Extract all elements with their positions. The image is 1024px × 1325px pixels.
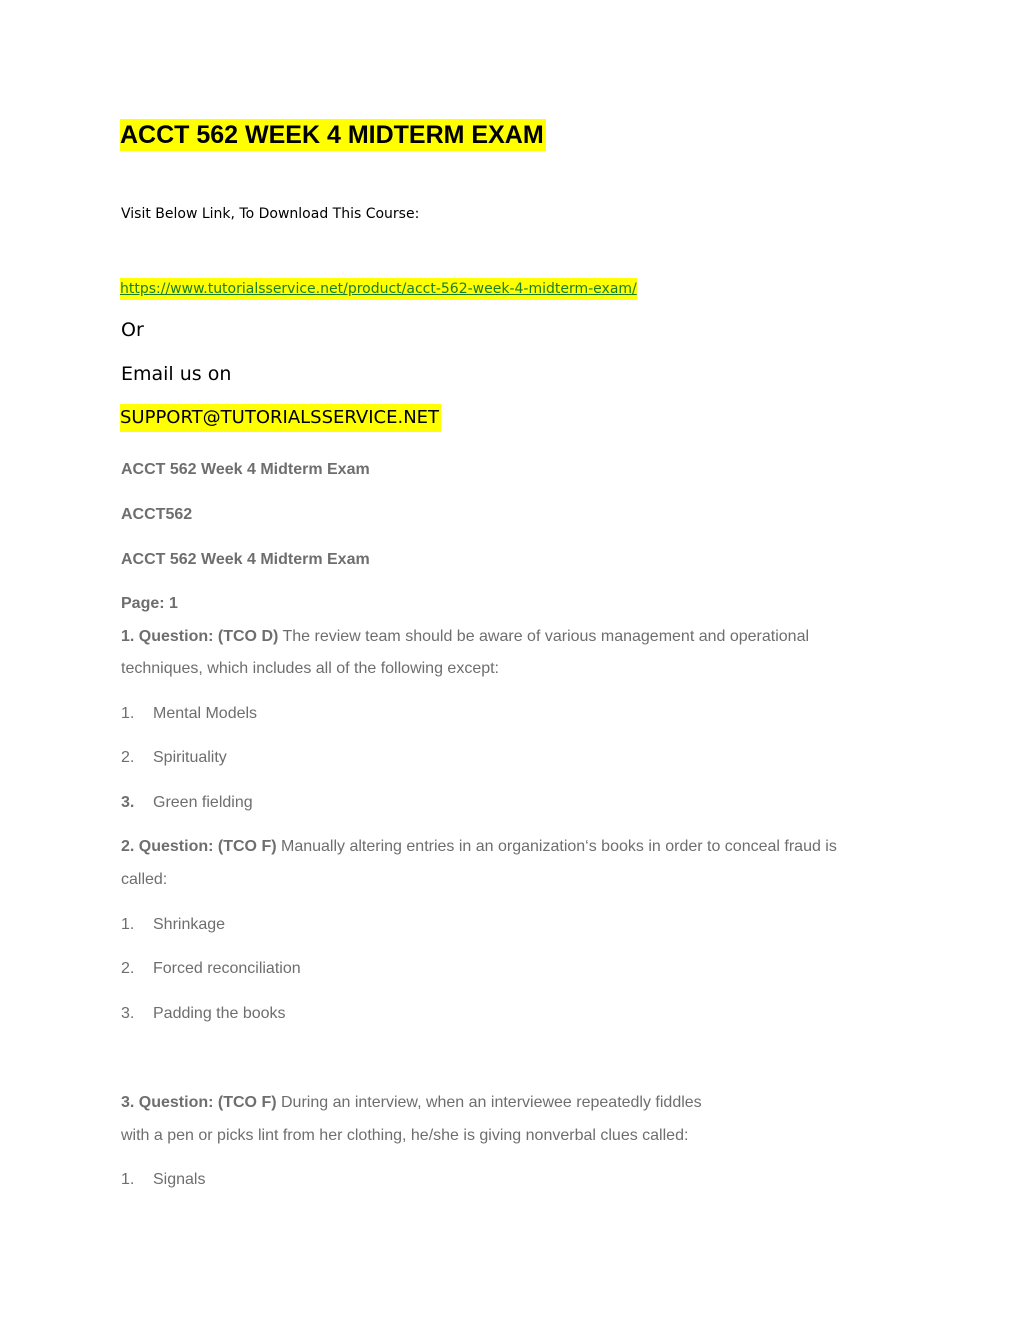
question-1-label: 1. Question: (TCO D)	[121, 628, 279, 645]
option-text: Shrinkage	[153, 916, 226, 933]
visit-instruction: Visit Below Link, To Download This Course:	[121, 206, 420, 222]
email-label: Email us on	[121, 363, 232, 385]
option-number: 1.	[121, 1171, 135, 1188]
question-3-line-1	[121, 1092, 702, 1114]
list-item	[0, 914, 600, 936]
course-title: ACCT 562 Week 4 Midterm Exam	[121, 461, 370, 478]
option-text: Mental Models	[153, 705, 258, 722]
list-item	[0, 1169, 600, 1191]
or-text: Or	[121, 319, 144, 341]
question-1-line-2: techniques, which includes all of the following except:	[121, 660, 499, 677]
option-number: 3.	[121, 794, 135, 811]
question-2-text: Manually altering entries in an organization‘s books in order to conceal fraud is	[276, 838, 837, 855]
option-text: Spirituality	[153, 749, 227, 766]
support-email[interactable]: SUPPORT@TUTORIALSSERVICE.NET	[120, 404, 441, 432]
page-title: ACCT 562 WEEK 4 MIDTERM EXAM	[120, 121, 544, 149]
list-item	[0, 1003, 600, 1025]
option-text: Padding the books	[153, 1005, 286, 1022]
option-text: Signals	[153, 1171, 206, 1188]
exam-title: ACCT 562 Week 4 Midterm Exam	[121, 551, 370, 568]
option-text: Forced reconciliation	[153, 960, 301, 977]
option-number: 1.	[121, 705, 135, 722]
question-3-line-2: with a pen or picks lint from her clothing, he/she is giving nonverbal clues called:	[121, 1127, 689, 1144]
option-text: Green fielding	[153, 794, 253, 811]
course-code: ACCT562	[121, 506, 193, 523]
question-3-label: 3. Question: (TCO F)	[121, 1094, 277, 1111]
question-2-line-2: called:	[121, 871, 168, 888]
option-number: 2.	[121, 749, 135, 766]
list-item	[0, 747, 600, 769]
question-2-line-1	[121, 836, 837, 858]
list-item-answer	[0, 792, 600, 814]
option-number: 3.	[121, 1005, 135, 1022]
question-2-label: 2. Question: (TCO F)	[121, 838, 277, 855]
option-number: 2.	[121, 960, 135, 977]
question-3-text: During an interview, when an interviewee repeatedly fiddles	[276, 1094, 702, 1111]
question-1-text: The review team should be aware of various management and operational	[278, 628, 810, 645]
list-item	[0, 958, 600, 980]
option-number: 1.	[121, 916, 135, 933]
question-1-line-1	[121, 626, 809, 648]
list-item	[0, 703, 600, 725]
download-link[interactable]: https://www.tutorialsservice.net/product/acct-562-week-4-midterm-exam/	[120, 278, 637, 300]
page-label: Page: 1	[121, 595, 178, 612]
